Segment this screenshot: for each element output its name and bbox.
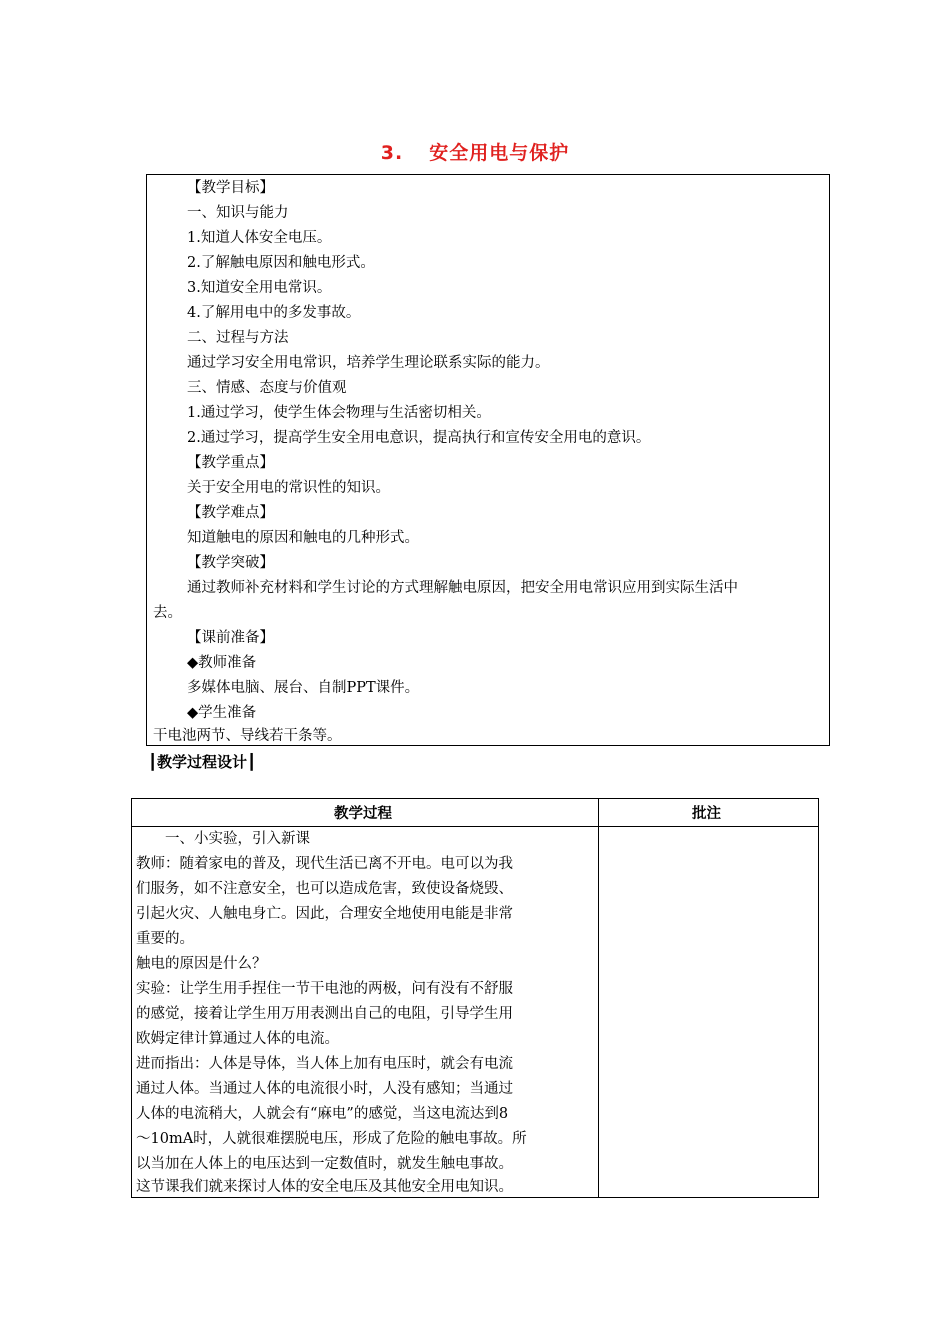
process-line: 触电的原因是什么？ — [136, 956, 267, 972]
process-line: 教师：随着家电的普及，现代生活已离不开电。电可以为我 — [136, 856, 513, 872]
knowledge-heading: 一、知识与能力 — [187, 205, 289, 221]
title-number: 3. — [380, 142, 404, 164]
emotion-heading: 三、情感、态度与价值观 — [187, 380, 347, 396]
process-line: 们服务，如不注意安全，也可以造成危害，致使设备烧毁、 — [136, 881, 513, 897]
knowledge-item: 3.知道安全用电常识。 — [187, 280, 332, 296]
knowledge-item: 1.知道人体安全电压。 — [187, 230, 332, 246]
process-line: 这节课我们就来探讨人体的安全电压及其他安全用电知识。 — [136, 1179, 513, 1195]
teaching-process-table — [131, 798, 819, 1198]
page-title — [0, 138, 950, 165]
process-line: 通过人体。当通过人体的电流很小时，人没有感知；当通过 — [136, 1081, 513, 1097]
process-line: 实验：让学生用手捏住一节干电池的两极，问有没有不舒服 — [136, 981, 513, 997]
breakthrough-text: 通过教师补充材料和学生讨论的方式理解触电原因，把安全用电常识应用到实际生活中 — [187, 580, 738, 596]
difficulty-text: 知道触电的原因和触电的几种形式。 — [187, 530, 419, 546]
process-text: 通过学习安全用电常识，培养学生理论联系实际的能力。 — [187, 355, 550, 371]
process-heading: 二、过程与方法 — [187, 330, 289, 346]
header-process: 教学过程 — [334, 806, 392, 822]
header-notes: 批注 — [692, 806, 721, 822]
breakthrough-text-cont: 去。 — [153, 605, 182, 621]
teacher-prep-label: ◆教师准备 — [187, 655, 257, 671]
process-line: 欧姆定律计算通过人体的电流。 — [136, 1031, 339, 1047]
process-section-label: ┃教学过程设计┃ — [148, 753, 257, 771]
student-prep-label: ◆学生准备 — [187, 705, 257, 721]
notes-cell — [599, 827, 818, 1197]
title-text: 安全用电与保护 — [429, 142, 570, 164]
table-header-row — [132, 799, 818, 827]
key-heading: 【教学重点】 — [187, 455, 274, 471]
process-line: 一、小实验，引入新课 — [136, 831, 310, 847]
process-line: 以当加在人体上的电压达到一定数值时，就发生触电事故。 — [136, 1156, 513, 1172]
knowledge-item: 2.了解触电原因和触电形式。 — [187, 255, 375, 271]
emotion-item: 1.通过学习，使学生体会物理与生活密切相关。 — [187, 405, 491, 421]
difficulty-heading: 【教学难点】 — [187, 505, 274, 521]
process-line: 重要的。 — [136, 931, 194, 947]
knowledge-item: 4.了解用电中的多发事故。 — [187, 305, 361, 321]
objectives-heading: 【教学目标】 — [187, 180, 274, 196]
process-line: 进而指出：人体是导体，当人体上加有电压时，就会有电流 — [136, 1056, 513, 1072]
breakthrough-heading: 【教学突破】 — [187, 555, 274, 571]
key-text: 关于安全用电的常识性的知识。 — [187, 480, 390, 496]
process-line: ～10mA时，人就很难摆脱电压，形成了危险的触电事故。所 — [136, 1131, 527, 1147]
teaching-goals-box — [146, 174, 830, 746]
prep-heading: 【课前准备】 — [187, 630, 274, 646]
teacher-prep-text: 多媒体电脑、展台、自制PPT课件。 — [187, 680, 420, 696]
emotion-item: 2.通过学习，提高学生安全用电意识，提高执行和宣传安全用电的意识。 — [187, 430, 651, 446]
student-prep-text: 干电池两节、导线若干条等。 — [153, 728, 342, 744]
process-line: 的感觉，接着让学生用万用表测出自己的电阻，引导学生用 — [136, 1006, 513, 1022]
process-line: 引起火灾、人触电身亡。因此，合理安全地使用电能是非常 — [136, 906, 513, 922]
process-line: 人体的电流稍大，人就会有“麻电”的感觉，当这电流达到8 — [136, 1106, 509, 1122]
